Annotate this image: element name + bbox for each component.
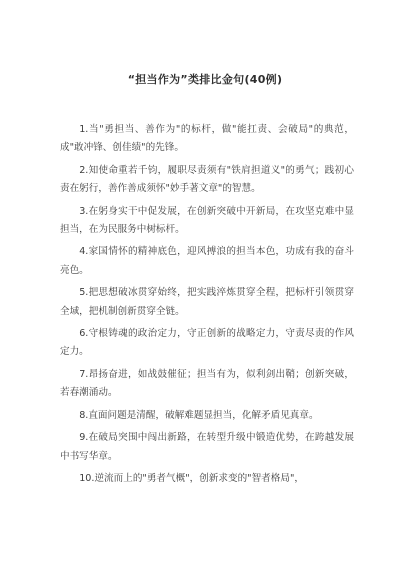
paragraph-4: 4.家国情怀的精神底色，迎风搏浪的担当本色，功成有我的奋斗亮色。 [60,246,354,276]
paragraph-8: 8.直面问题是清醒，破解难题显担当，化解矛盾见真章。 [79,409,319,421]
document-title: “担当作为”类排比金句(40例) [127,73,283,86]
paragraph-3: 3.在躬身实干中促发展，在创新突破中开新局，在攻坚克难中显担当，在为民服务中树标杆。 [60,205,354,236]
paragraph-6: 6.守根铸魂的政治定力，守正创新的战略定力，守责尽责的作风定力。 [60,328,354,358]
paragraph-10: 10.逆流而上的"勇者气概"，创新求变的"智者格局"， [79,472,304,484]
paragraph-7: 7.昂扬奋进，如战鼓催征；担当有为，似利剑出鞘；创新突破，若春潮涌动。 [60,368,354,399]
paragraph-9: 9.在破局突围中闯出新路，在转型升级中锻造优势，在跨越发展中书写华章。 [60,432,354,462]
paragraph-2: 2.知使命重若千钧，履职尽责须有"铁肩担道义"的勇气；践初心责在躬行，善作善成须怀"妙手著文章"的智慧。 [60,164,354,195]
paragraph-1: 1.当"勇担当、善作为"的标杆，做"能扛责、会破局"的典范，成"敢冲锋、创佳绩"的先锋。 [60,124,354,154]
paragraph-5: 5.把思想破冰贯穿始终，把实践淬炼贯穿全程，把标杆引领贯穿全域，把机制创新贯穿全链。 [60,287,354,317]
document-body [60,121,354,492]
